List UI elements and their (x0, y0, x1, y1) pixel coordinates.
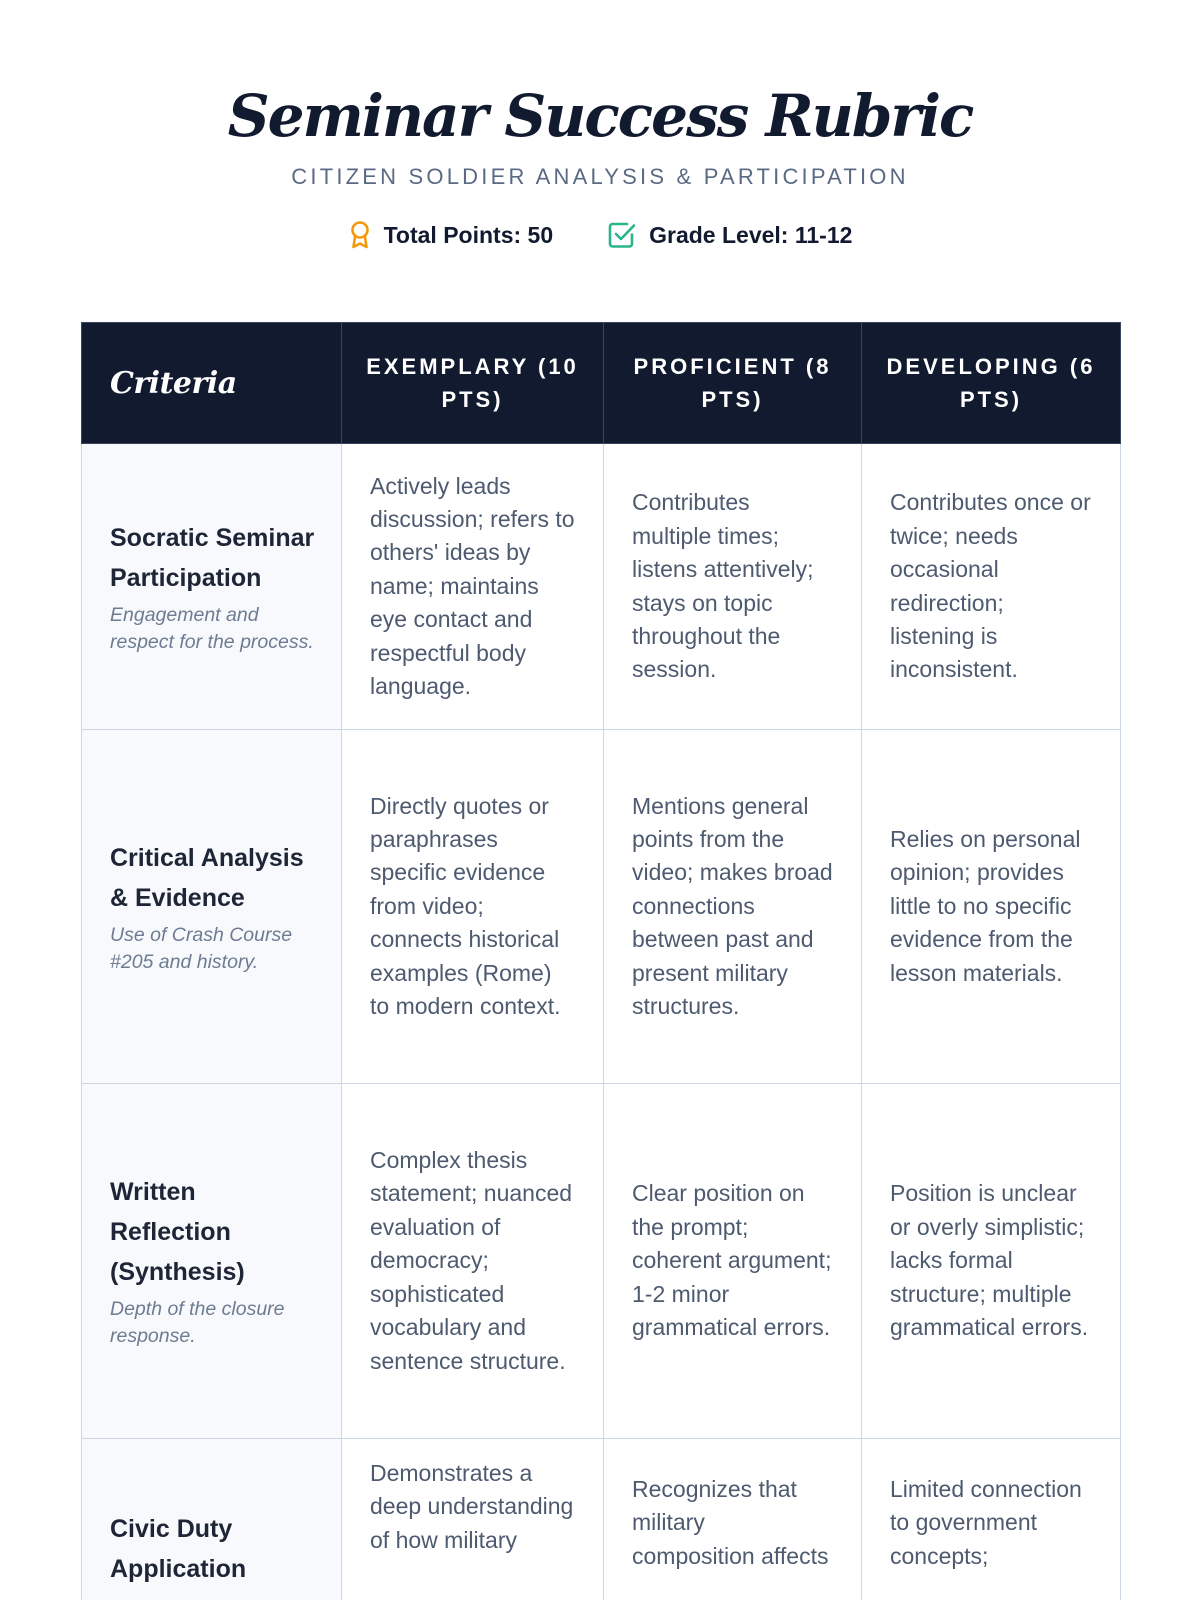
criteria-desc: Engagement and respect for the process. (110, 603, 314, 653)
checkbox-check-icon (607, 220, 637, 250)
table-row (82, 1084, 1121, 1439)
proficient-cell: Clear position on the prompt; coherent argument; 1-2 minor grammatical errors. (604, 1084, 862, 1439)
grade-level-label: Grade Level: 11-12 (649, 221, 853, 248)
criteria-cell (82, 444, 342, 730)
proficient-cell: Recognizes that military composition affects (604, 1439, 862, 1600)
page-subtitle: CITIZEN SOLDIER ANALYSIS & PARTICIPATION (291, 164, 909, 189)
page-title: Seminar Success Rubric (227, 82, 973, 150)
developing-cell: Limited connection to government concepts; (862, 1439, 1121, 1600)
table-header-row (82, 323, 1121, 444)
header-proficient: PROFICIENT (8 PTS) (604, 323, 862, 444)
proficient-cell: Mentions general points from the video; makes broad connections between past and present military structures. (604, 730, 862, 1084)
header-exemplary: EXEMPLARY (10 PTS) (342, 323, 604, 444)
proficient-cell: Contributes multiple times; listens attentively; stays on topic throughout the session. (604, 444, 862, 730)
table-row (82, 1439, 1121, 1600)
criteria-name: Written Reflection (Synthesis) (110, 1178, 245, 1286)
header-criteria: Criteria (82, 323, 342, 444)
award-ribbon-icon (348, 220, 372, 250)
developing-cell: Contributes once or twice; needs occasional redirection; listening is inconsistent. (862, 444, 1121, 730)
total-points-label: Total Points: 50 (383, 221, 554, 248)
total-points (348, 220, 554, 250)
exemplary-cell: Actively leads discussion; refers to others' ideas by name; maintains eye contact and respectful body language. (342, 444, 604, 730)
table-row (82, 444, 1121, 730)
header-developing: DEVELOPING (6 PTS) (862, 323, 1121, 444)
developing-cell: Position is unclear or overly simplistic; lacks formal structure; multiple grammatical errors. (862, 1084, 1121, 1439)
exemplary-cell: Directly quotes or paraphrases specific evidence from video; connects historical examples (Rome) to modern context. (342, 730, 604, 1084)
rubric-table (81, 322, 1121, 1600)
criteria-cell (82, 1084, 342, 1439)
criteria-cell (82, 730, 342, 1084)
criteria-desc: Depth of the closure response. (110, 1298, 285, 1347)
criteria-name: Socratic Seminar Participation (110, 523, 315, 592)
table-row (82, 730, 1121, 1084)
criteria-desc: Use of Crash Course #205 and history. (110, 923, 293, 973)
meta-bar (0, 220, 1200, 250)
exemplary-cell: Complex thesis statement; nuanced evaluation of democracy; sophisticated vocabulary and sentence structure. (342, 1084, 604, 1439)
grade-level (607, 220, 852, 250)
developing-cell: Relies on personal opinion; provides little to no specific evidence from the lesson materials. (862, 730, 1121, 1084)
criteria-name: Critical Analysis & Evidence (110, 843, 304, 912)
criteria-name: Civic Duty Application (110, 1515, 247, 1583)
exemplary-cell: Demonstrates a deep understanding of how military (342, 1439, 604, 1600)
criteria-cell (82, 1439, 342, 1600)
